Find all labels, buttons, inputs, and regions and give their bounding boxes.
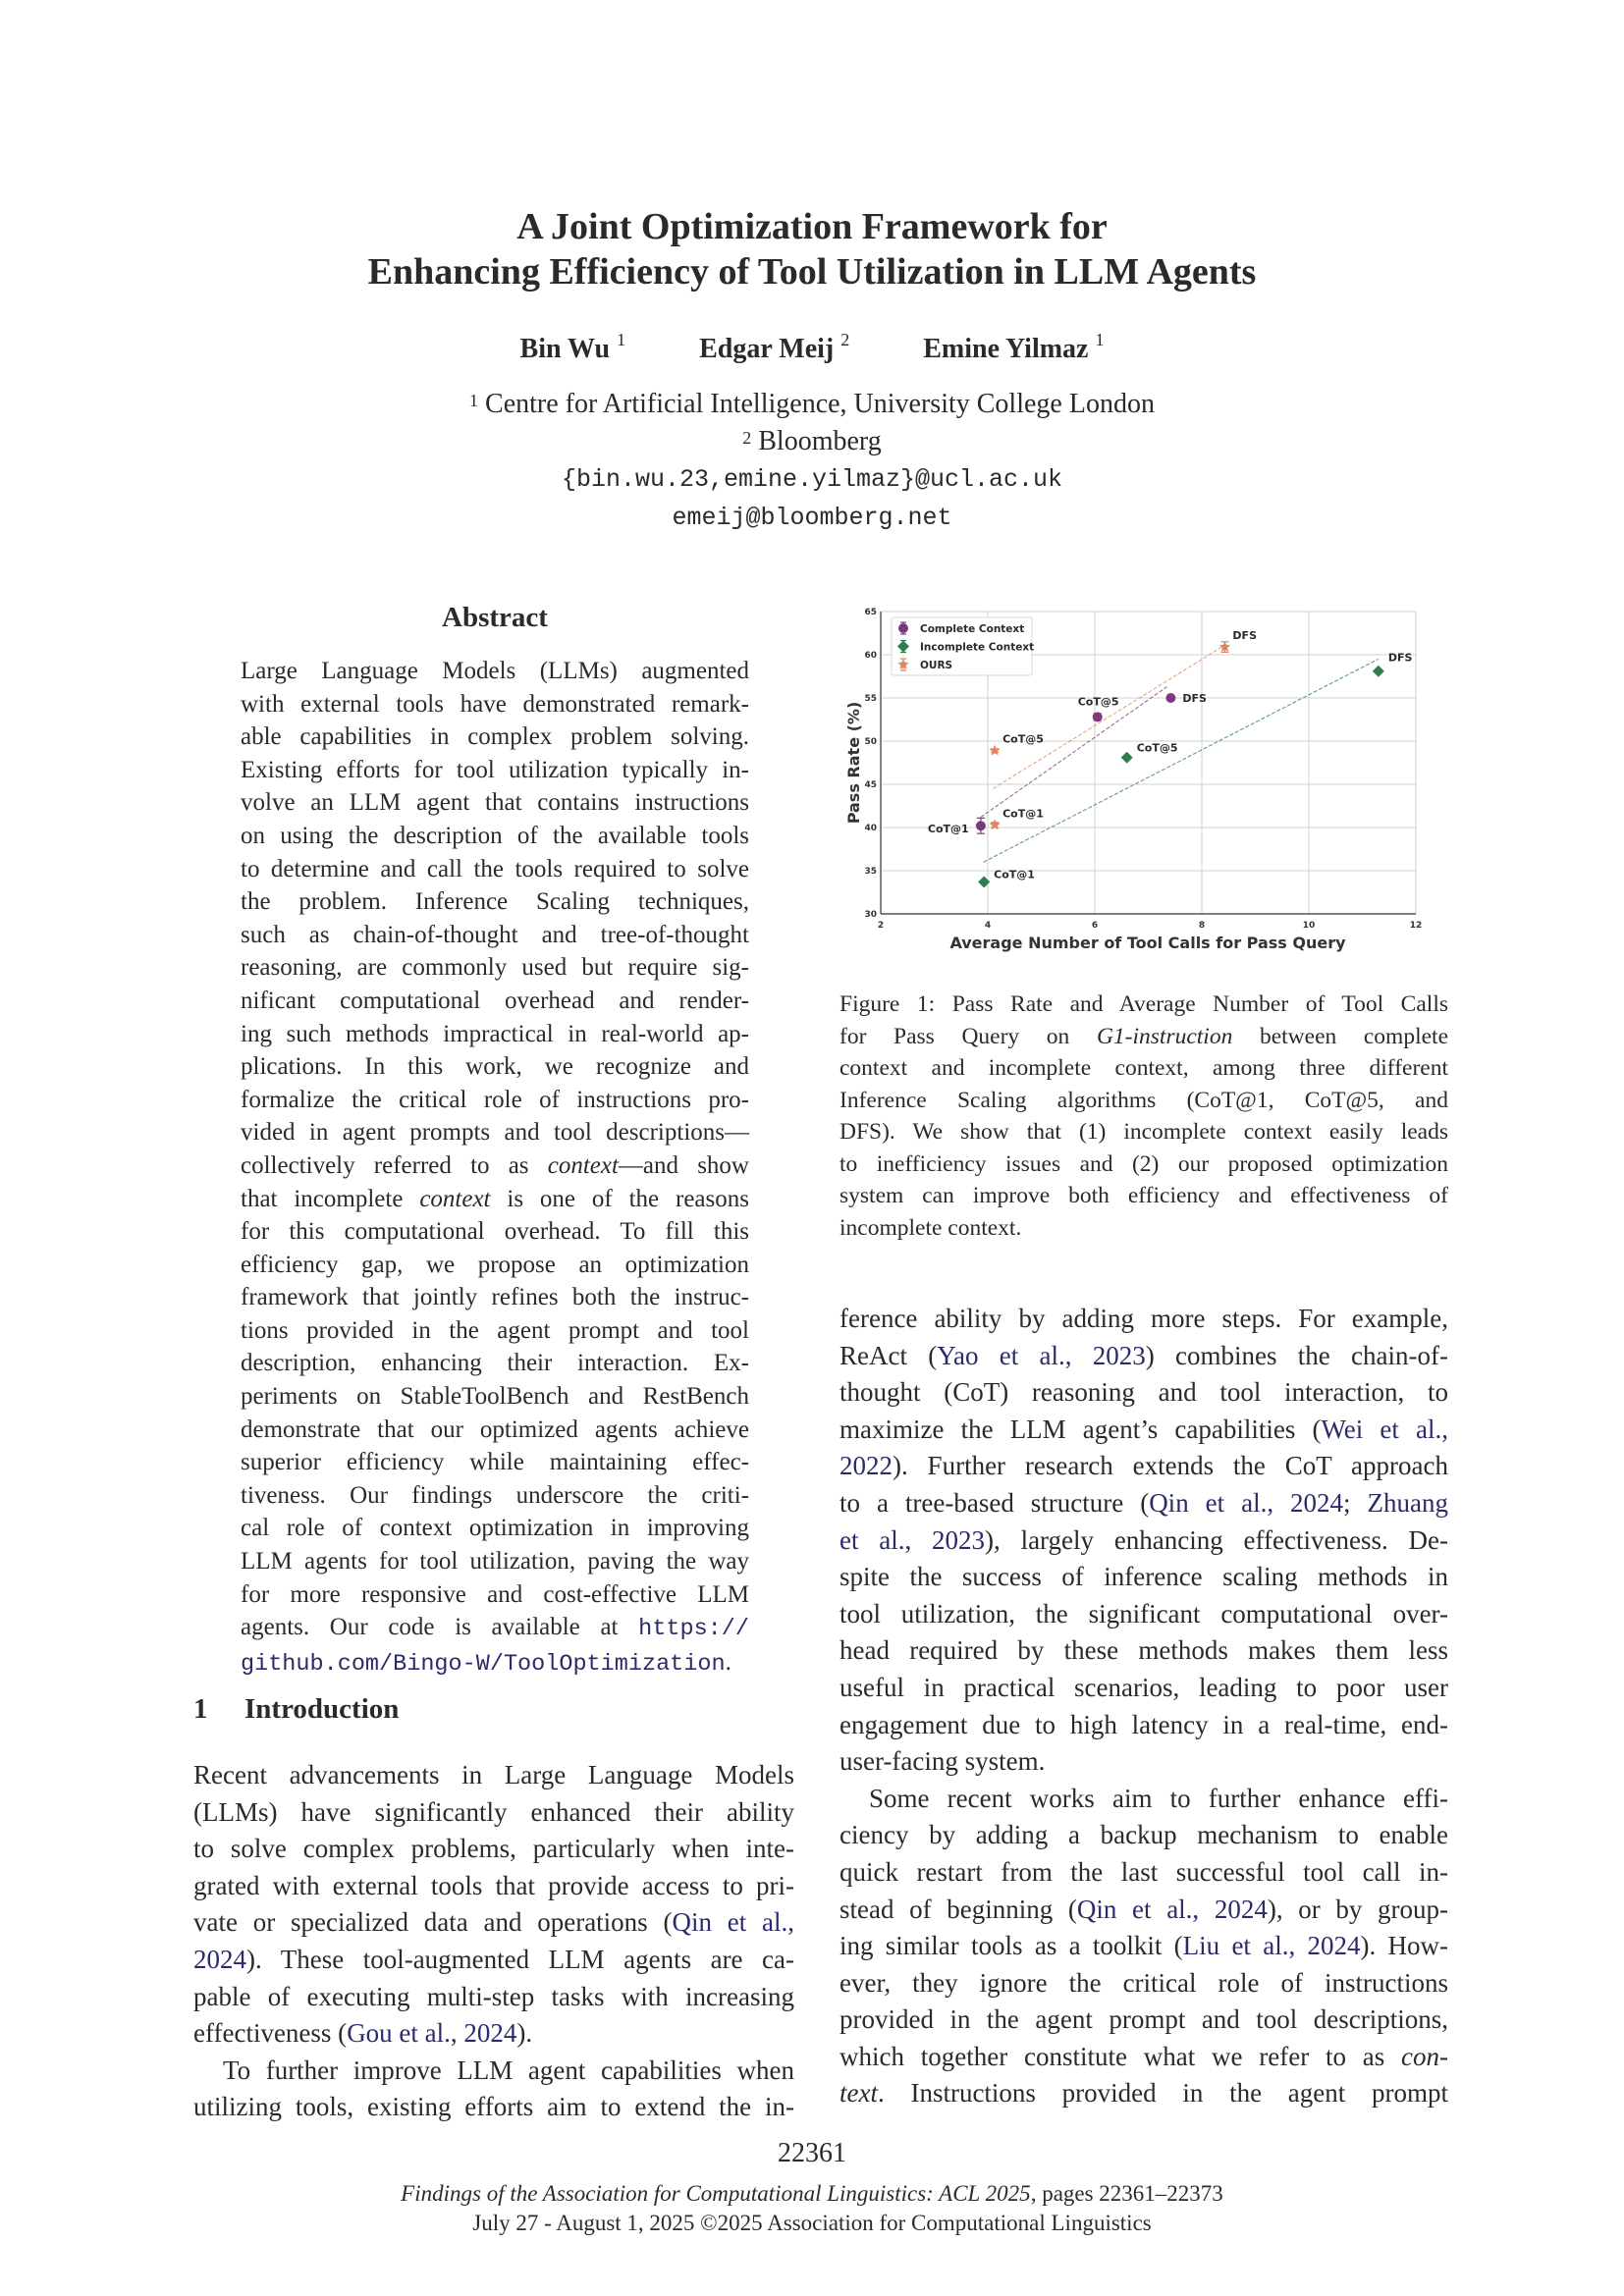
caption-line: Figure 1: Pass Rate and Average Number of Tool Calls (839, 991, 1448, 1017)
citation-link[interactable]: 2024 (193, 1944, 246, 1974)
y-tick-label: 50 (864, 737, 877, 747)
abstract-line: tions provided in the agent prompt and tool (241, 1316, 749, 1344)
chart-points (976, 641, 1384, 887)
abstract-line: to determine and call the tools required to solve (241, 855, 749, 882)
body-line: ciency by adding a backup mechanism to enable (839, 1820, 1448, 1850)
abstract-line: cal role of context optimization in improving (241, 1515, 749, 1542)
affiliation-2: $^2$ Bloomberg (742, 426, 882, 456)
x-tick-label: 2 (877, 921, 885, 931)
abstract-line: that incomplete context is one of the reasons (241, 1185, 749, 1212)
right-column-body (839, 1301, 1448, 2112)
body-line: (LLMs) have significantly enhanced their ability (193, 1796, 794, 1827)
author-list (0, 330, 1624, 365)
trend-line (984, 659, 1379, 862)
data-point (976, 821, 986, 830)
x-tick-label: 10 (1302, 921, 1316, 931)
abstract-heading: Abstract (442, 602, 548, 633)
email-bloomberg[interactable]: emeij@bloomberg.net (672, 504, 952, 532)
body-line: ference ability by adding more steps. For example, (839, 1304, 1448, 1333)
y-tick-label: 40 (864, 824, 877, 833)
abstract-line: collectively referred to as context—and show (241, 1151, 749, 1179)
body-line: Recent advancements in Large Language Models (193, 1760, 794, 1789)
body-line: to a tree-based structure (Qin et al., 2024; Zhuang (839, 1487, 1448, 1518)
figure-1-chart (839, 594, 1453, 967)
x-tick-label: 12 (1409, 921, 1423, 931)
abstract-line: reasoning, are commonly used but require sig- (241, 954, 749, 982)
abstract-line: plications. In this work, we recognize and (241, 1053, 749, 1081)
body-line: ing similar tools as a toolkit (Liu et al., 2024). How- (839, 1931, 1448, 1961)
abstract-line: periments on StableToolBench and RestBench (241, 1383, 749, 1411)
abstract-line: framework that jointly refines both the instruc- (241, 1284, 749, 1311)
data-point (1373, 666, 1384, 677)
citation-link[interactable]: et al., 2023 (839, 1524, 986, 1555)
y-tick-label: 60 (864, 651, 877, 661)
point-label: CoT@1 (927, 823, 969, 836)
section-heading-introduction (193, 1693, 399, 1726)
abstract-line: Existing efforts for tool utilization typically in- (241, 756, 749, 783)
body-line: ReAct (Yao et al., 2023) combines the chain-of- (839, 1340, 1448, 1370)
point-label: CoT@1 (994, 868, 1035, 881)
abstract-line: LLM agents for tool utilization, paving the way (241, 1548, 749, 1575)
body-line: To further improve LLM agent capabilities when (223, 2055, 794, 2085)
caption-line: Inference Scaling algorithms (CoT@1, CoT@5, and (839, 1087, 1448, 1113)
affiliation-1: $^1$ Centre for Artificial Intelligence, University College London (469, 389, 1155, 419)
figure-1-caption (839, 988, 1448, 1244)
abstract-line: for this computational overhead. To fill this (241, 1218, 749, 1246)
caption-line: DFS). We show that (1) incomplete context easily leads (839, 1119, 1448, 1145)
introduction-body (193, 1757, 794, 2126)
body-line: 2024). These tool-augmented LLM agents are ca- (193, 1944, 794, 1974)
citation-link[interactable]: Wei et al., (1321, 1414, 1448, 1444)
citation-link[interactable]: Qin et al., 2024 (1076, 1894, 1268, 1924)
point-label: CoT@1 (1002, 807, 1044, 821)
data-point (1093, 712, 1103, 721)
abstract-body (241, 655, 749, 1681)
citation-link[interactable]: 2022 (839, 1451, 893, 1481)
legend-label: Complete Context (920, 623, 1025, 635)
body-line: spite the success of inference scaling methods in (839, 1562, 1448, 1592)
body-line: 2022). Further research extends the CoT approach (839, 1451, 1448, 1481)
body-line: engagement due to high latency in a real-time, end- (839, 1709, 1448, 1739)
body-line: utilizing tools, existing efforts aim to extend the in- (193, 2092, 794, 2122)
citation-link[interactable]: Yao et al., 2023 (937, 1340, 1146, 1370)
body-line: ever, they ignore the critical role of instructions (839, 1967, 1448, 1998)
chart-y-axis-label: Pass Rate (%) (844, 701, 863, 825)
abstract-line: on using the description of the available tools (241, 822, 749, 849)
abstract-line: the problem. Inference Scaling techniques, (241, 888, 749, 916)
x-tick-label: 6 (1091, 921, 1099, 931)
y-tick-label: 30 (864, 910, 877, 920)
citation-link[interactable]: Liu et al., 2024 (1182, 1931, 1361, 1961)
point-label: CoT@5 (1002, 732, 1044, 746)
body-line: provided in the agent prompt and tool descriptions, (839, 2004, 1448, 2035)
y-tick-label: 55 (864, 694, 877, 704)
abstract-line: agents. Our code is available at https:// (241, 1614, 749, 1643)
legend-label: OURS (920, 660, 953, 671)
chart-legend (892, 617, 1034, 675)
dates-copyright-line: July 27 - August 1, 2025 ©2025 Association for Computational Linguistics (472, 2211, 1152, 2235)
data-point (989, 745, 1000, 756)
abstract-line: demonstrate that our optimized agents achieve (241, 1415, 749, 1443)
title-line-1: A Joint Optimization Framework for (516, 206, 1108, 247)
venue-line: Findings of the Association for Computational Linguistics: ACL 2025, pages 22361–22373 (401, 2181, 1223, 2206)
body-line: head required by these methods makes them less (839, 1635, 1448, 1666)
body-line: which together constitute what we refer to as con- (839, 2041, 1448, 2071)
chart-trendlines (981, 646, 1379, 862)
abstract-line: formalize the critical role of instructions pro- (241, 1086, 749, 1113)
point-label: DFS (1182, 692, 1207, 705)
citation-link[interactable]: Qin et al., (672, 1907, 794, 1938)
citation-link[interactable]: Zhuang (1367, 1487, 1448, 1518)
point-label: CoT@5 (1077, 695, 1119, 709)
caption-line: for Pass Query on G1-instruction between complete (839, 1023, 1449, 1049)
body-line: grated with external tools that provide access to pri- (193, 1870, 794, 1900)
x-tick-label: 8 (1198, 921, 1206, 931)
body-line: Some recent works aim to further enhance effi- (869, 1783, 1448, 1813)
abstract-line: superior efficiency while maintaining effec- (241, 1449, 749, 1476)
body-line: quick restart from the last successful tool call in- (839, 1856, 1448, 1887)
abstract-line: nificant computational overhead and render- (241, 987, 749, 1014)
x-tick-label: 4 (984, 921, 992, 931)
y-tick-label: 35 (864, 867, 877, 877)
title-line-2: Enhancing Efficiency of Tool Utilization in LLM Agents (367, 251, 1257, 293)
abstract-line: tiveness. Our findings underscore the criti- (241, 1481, 749, 1509)
body-line: maximize the LLM agent’s capabilities (Wei et al., (839, 1414, 1448, 1444)
caption-line: system can improve both efficiency and effectiveness of (839, 1183, 1448, 1208)
abstract-line: efficiency gap, we propose an optimization (241, 1251, 749, 1278)
section-title: Introduction (244, 1693, 400, 1725)
body-line: to solve complex problems, particularly when inte- (193, 1834, 794, 1864)
body-line: pable of executing multi-step tasks with increasing (193, 1981, 794, 2011)
y-tick-label: 65 (864, 608, 877, 617)
abstract-line: description, enhancing their interaction. Ex- (241, 1350, 749, 1377)
abstract-line: able capabilities in complex problem solving. (241, 723, 749, 751)
caption-line: context and incomplete context, among three different (839, 1055, 1448, 1081)
point-label: DFS (1387, 651, 1413, 665)
legend-label: Incomplete Context (920, 641, 1035, 654)
author: Emine Yilmaz $^1$ (923, 330, 1105, 364)
data-point (1165, 693, 1175, 703)
body-line: thought (CoT) reasoning and tool interaction, to (839, 1377, 1448, 1408)
body-line: effectiveness (Gou et al., 2024). (193, 2018, 533, 2049)
page-number: 22361 (778, 2138, 846, 2168)
body-line: vate or specialized data and operations (Qin et al., (193, 1907, 794, 1938)
caption-line: to inefficiency issues and (2) our proposed optimization (839, 1150, 1448, 1177)
chart-x-axis-label: Average Number of Tool Calls for Pass Query (949, 934, 1346, 952)
legend-marker-icon (898, 623, 908, 633)
y-tick-label: 45 (864, 780, 877, 790)
email-ucl[interactable]: {bin.wu.23,emine.yilmaz}@ucl.ac.uk (561, 465, 1063, 494)
code-link[interactable]: https:// (638, 1616, 749, 1643)
body-line: useful in practical scenarios, leading to poor user (839, 1672, 1448, 1702)
body-line: stead of beginning (Qin et al., 2024), or by group- (839, 1894, 1448, 1924)
body-line: text. Instructions provided in the agent prompt (839, 2078, 1448, 2109)
author: Edgar Meij $^2$ (699, 330, 850, 364)
abstract-line: for more responsive and cost-effective LLM (241, 1580, 749, 1608)
affiliations (0, 386, 1624, 537)
point-label: CoT@5 (1136, 741, 1178, 755)
citation-link[interactable]: Gou et al., 2024 (347, 2018, 517, 2049)
point-label: DFS (1232, 629, 1258, 643)
abstract-line: vided in agent prompts and tool descriptions— (241, 1119, 749, 1147)
code-link[interactable]: github.com/Bingo-W/ToolOptimization (241, 1650, 726, 1678)
data-point (1121, 752, 1133, 764)
abstract-line: github.com/Bingo-W/ToolOptimization. (241, 1648, 731, 1678)
abstract-line: Large Language Models (LLMs) augmented (241, 658, 749, 684)
caption-line: incomplete context. (839, 1214, 1022, 1241)
body-line: user-facing system. (839, 1746, 1046, 1777)
abstract-line: volve an LLM agent that contains instructions (241, 789, 749, 817)
author: Bin Wu $^1$ (519, 330, 626, 364)
citation-link[interactable]: Qin et al., 2024 (1149, 1487, 1344, 1518)
body-line: et al., 2023), largely enhancing effectiveness. De- (839, 1524, 1448, 1555)
abstract-line: such as chain-of-thought and tree-of-thought (241, 921, 749, 948)
abstract-line: with external tools have demonstrated remark- (241, 690, 749, 718)
section-number: 1 (193, 1693, 208, 1725)
body-line: tool utilization, the significant computational over- (839, 1598, 1448, 1629)
abstract-line: ing such methods impractical in real-world ap- (241, 1020, 749, 1047)
paper-title (0, 204, 1624, 294)
